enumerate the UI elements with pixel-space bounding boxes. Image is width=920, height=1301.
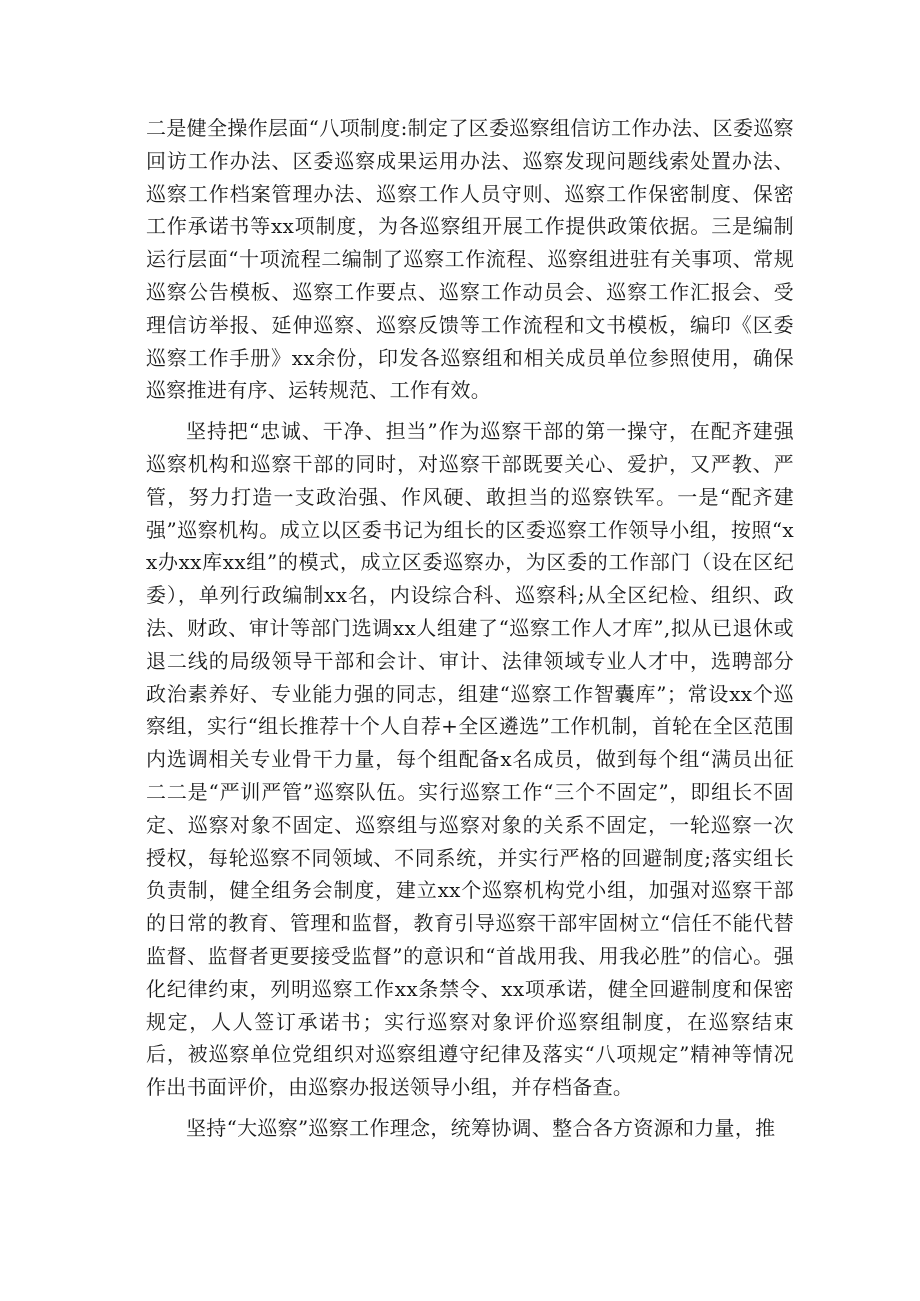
paragraph-3: 坚持“大巡察”巡察工作理念，统筹协调、整合各方资源和力量，推	[186, 1115, 776, 1140]
document-body	[146, 112, 794, 1145]
paragraph-1: 二是健全操作层面“八项制度:制定了区委巡察组信访工作办法、区委巡察回访工作办法、区委巡察成果运用办法、巡察发现问题线索处置办法、巡察工作档案管理办法、巡察工作人员守则、巡察工作保密制度、保密工作承诺书等xx项制度，为各巡察组开展工作提供政策依据。三是编制运行层面“十项流程二编制了巡察工作流程、巡察组进驻有关事项、常规巡察公告模板、巡察工作要点、巡察工作动员会、巡察工作汇报会、受理信访举报、延伸巡察、巡察反馈等工作流程和文书模板，编印《区委巡察工作手册》xx余份，印发各巡察组和相关成员单位参照使用，确保巡察推进有序、运转规范、工作有效。	[146, 116, 794, 403]
paragraph-2: 坚持把“忠诚、干净、担当”作为巡察干部的第一操守，在配齐建强巡察机构和巡察干部的同时，对巡察干部既要关心、爱护，又严教、严管，努力打造一支政治强、作风硬、敢担当的巡察铁军。一是“配齐建强”巡察机构。成立以区委书记为组长的区委巡察工作领导小组，按照“xx办xx库xx组”的模式，成立区委巡察办，为区委的工作部门（设在区纪委），单列行政编制xx名，内设综合科、巡察科;从全区纪检、组织、政法、财政、审计等部门选调xx人组建了“巡察工作人才库”,拟从已退休或退二线的局级领导干部和会计、审计、法律领域专业人才中，选聘部分政治素养好、专业能力强的同志，组建“巡察工作智囊库”；常设xx个巡察组，实行“组长推荐十个人自荐+全区遴选”工作机制，首轮在全区范围内选调相关专业骨干力量，每个组配备x名成员，做到每个组“满员出征二二是“严训严管”巡察队伍。实行巡察工作“三个不固定”，即组长不固定、巡察对象不固定、巡察组与巡察对象的关系不固定，一轮巡察一次授权，每轮巡察不同领域、不同系统，并实行严格的回避制度;落实组长负责制，健全组务会制度，建立xx个巡察机构党小组，加强对巡察干部的日常的教育、管理和监督，教育引导巡察干部牢固树立“信任不能代替监督、监督者更要接受监督”的意识和“首战用我、用我必胜”的信心。强化纪律约束，列明巡察工作xx条禁令、xx项承诺，健全回避制度和保密规定，人人签订承诺书；实行巡察对象评价巡察组制度，在巡察结束后，被巡察单位党组织对巡察组遵守纪律及落实“八项规定”精神等情况作出书面评价，由巡察办报送领导小组，并存档备查。	[146, 419, 794, 1100]
